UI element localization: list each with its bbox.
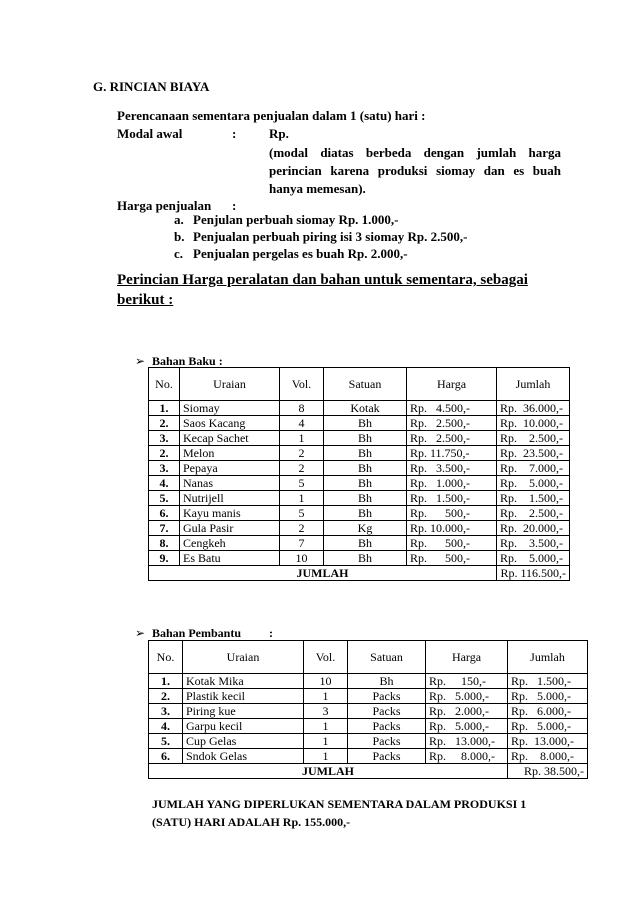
- cell-no: 7.: [149, 521, 180, 536]
- cell-uraian: Plastik kecil: [183, 689, 304, 704]
- cell-satuan: Packs: [348, 689, 426, 704]
- cell-uraian: Cengkeh: [180, 536, 280, 551]
- cell-satuan: Bh: [324, 446, 407, 461]
- price-item-b: Penjualan perbuah piring isi 3 siomay Rp. 2.500,-: [193, 229, 468, 244]
- baku-bullet-icon: ➢: [135, 354, 146, 368]
- cell-jumlah: Rp. 2.500,-: [497, 431, 570, 446]
- baku-header-row: [149, 368, 570, 401]
- price-letter-c: c.: [174, 246, 184, 261]
- pembantu-total-label: JUMLAH: [149, 764, 508, 779]
- cell-jumlah: Rp. 5.000,-: [508, 719, 588, 734]
- pembantu-header-no: No.: [149, 641, 183, 674]
- cell-harga: Rp. 500,-: [407, 506, 497, 521]
- table-row: [149, 476, 570, 491]
- cell-uraian: Melon: [180, 446, 280, 461]
- cell-uraian: Saos Kacang: [180, 416, 280, 431]
- cell-harga: Rp. 3.500,-: [407, 461, 497, 476]
- cell-harga: Rp. 500,-: [407, 551, 497, 566]
- cell-vol: 8: [280, 401, 324, 416]
- cell-uraian: Kecap Sachet: [180, 431, 280, 446]
- price-letter-b: b.: [174, 229, 185, 244]
- cell-no: 2.: [149, 689, 183, 704]
- cell-jumlah: Rp. 5.000,-: [497, 551, 570, 566]
- cell-no: 8.: [149, 536, 180, 551]
- cell-uraian: Siomay: [180, 401, 280, 416]
- table-row: [149, 446, 570, 461]
- table-row: [149, 521, 570, 536]
- cell-harga: Rp. 8.000,-: [426, 749, 508, 764]
- cell-vol: 1: [304, 719, 348, 734]
- cell-satuan: Bh: [324, 536, 407, 551]
- modal-label: Modal awal: [117, 126, 183, 141]
- cell-jumlah: Rp. 1.500,-: [497, 491, 570, 506]
- cell-harga: Rp. 2.500,-: [407, 416, 497, 431]
- pembantu-header-vol: Vol.: [304, 641, 348, 674]
- cell-vol: 5: [280, 476, 324, 491]
- table-row: [149, 689, 588, 704]
- cell-jumlah: Rp. 36.000,-: [497, 401, 570, 416]
- baku-title: Bahan Baku :: [152, 354, 223, 368]
- cell-harga: Rp. 2.000,-: [426, 704, 508, 719]
- table-row: [149, 536, 570, 551]
- plan-line: Perencanaan sementara penjualan dalam 1 (satu) hari :: [117, 108, 426, 123]
- cell-satuan: Bh: [324, 476, 407, 491]
- cell-no: 4.: [149, 476, 180, 491]
- cell-uraian: Garpu kecil: [183, 719, 304, 734]
- cell-jumlah: Rp. 1.500,-: [508, 674, 588, 689]
- cell-satuan: Packs: [348, 749, 426, 764]
- cell-harga: Rp. 5.000,-: [426, 689, 508, 704]
- cell-harga: Rp. 10.000,-: [407, 521, 497, 536]
- cell-harga: Rp. 500,-: [407, 536, 497, 551]
- section-heading: G. RINCIAN BIAYA: [93, 79, 210, 94]
- cell-satuan: Bh: [324, 491, 407, 506]
- table-row: [149, 674, 588, 689]
- table-row: [149, 551, 570, 566]
- baku-header-uraian: Uraian: [180, 368, 280, 401]
- cell-vol: 2: [280, 521, 324, 536]
- cell-vol: 3: [304, 704, 348, 719]
- baku-header-no: No.: [149, 368, 180, 401]
- cell-vol: 10: [280, 551, 324, 566]
- cell-uraian: Nanas: [180, 476, 280, 491]
- subheading-line1: Perincian Harga peralatan dan bahan untuk sementara, sebagai: [117, 272, 528, 288]
- cell-jumlah: Rp. 3.500,-: [497, 536, 570, 551]
- baku-header-vol: Vol.: [280, 368, 324, 401]
- pembantu-table: [148, 640, 588, 779]
- cell-satuan: Bh: [348, 674, 426, 689]
- price-letter-a: a.: [174, 212, 184, 227]
- cell-uraian: Kayu manis: [180, 506, 280, 521]
- modal-value: Rp.: [269, 126, 289, 141]
- cell-vol: 1: [280, 431, 324, 446]
- cell-jumlah: Rp. 8.000,-: [508, 749, 588, 764]
- cell-jumlah: Rp. 20.000,-: [497, 521, 570, 536]
- cell-jumlah: Rp. 5.000,-: [497, 476, 570, 491]
- price-label: Harga penjualan: [117, 198, 212, 213]
- cell-vol: 1: [304, 749, 348, 764]
- price-item-c: Penjualan pergelas es buah Rp. 2.000,-: [193, 246, 408, 261]
- cell-satuan: Bh: [324, 551, 407, 566]
- table-row: [149, 734, 588, 749]
- cell-uraian: Piring kue: [183, 704, 304, 719]
- cell-no: 6.: [149, 506, 180, 521]
- table-row: [149, 416, 570, 431]
- table-row: [149, 431, 570, 446]
- cell-satuan: Bh: [324, 431, 407, 446]
- cell-no: 1.: [149, 401, 180, 416]
- pembantu-header-jumlah: Jumlah: [508, 641, 588, 674]
- pembantu-total-value: Rp. 38.500,-: [508, 764, 588, 779]
- cell-uraian: Pepaya: [180, 461, 280, 476]
- baku-table: [148, 367, 570, 581]
- cell-uraian: Es Batu: [180, 551, 280, 566]
- table-row: [149, 749, 588, 764]
- table-row: [149, 506, 570, 521]
- baku-total-label: JUMLAH: [149, 566, 497, 581]
- cell-uraian: Nutrijell: [180, 491, 280, 506]
- cell-vol: 4: [280, 416, 324, 431]
- baku-header-satuan: Satuan: [324, 368, 407, 401]
- cell-satuan: Packs: [348, 704, 426, 719]
- cell-vol: 2: [280, 461, 324, 476]
- baku-total-row: [149, 566, 570, 581]
- table-row: [149, 401, 570, 416]
- cell-vol: 2: [280, 446, 324, 461]
- pembantu-bullet-icon: ➢: [135, 626, 146, 640]
- modal-colon: :: [232, 126, 237, 141]
- cell-vol: 7: [280, 536, 324, 551]
- cell-uraian: Kotak Mika: [183, 674, 304, 689]
- cell-harga: Rp. 13.000,-: [426, 734, 508, 749]
- cell-no: 3.: [149, 461, 180, 476]
- cell-uraian: Cup Gelas: [183, 734, 304, 749]
- pembantu-header-harga: Harga: [426, 641, 508, 674]
- cell-vol: 10: [304, 674, 348, 689]
- cell-harga: Rp. 1.000,-: [407, 476, 497, 491]
- cell-satuan: Packs: [348, 719, 426, 734]
- pembantu-header-uraian: Uraian: [183, 641, 304, 674]
- pembantu-title: Bahan Pembantu: [152, 626, 242, 640]
- table-row: [149, 461, 570, 476]
- summary-line1: JUMLAH YANG DIPERLUKAN SEMENTARA DALAM PRODUKSI 1: [152, 797, 527, 811]
- cell-satuan: Bh: [324, 416, 407, 431]
- cell-harga: Rp. 2.500,-: [407, 431, 497, 446]
- cell-vol: 1: [304, 734, 348, 749]
- table-row: [149, 491, 570, 506]
- cell-no: 2.: [149, 416, 180, 431]
- cell-no: 1.: [149, 674, 183, 689]
- summary-line2: (SATU) HARI ADALAH Rp. 155.000,-: [152, 815, 351, 829]
- cell-satuan: Packs: [348, 734, 426, 749]
- cell-vol: 5: [280, 506, 324, 521]
- cell-no: 3.: [149, 704, 183, 719]
- baku-header-jumlah: Jumlah: [497, 368, 570, 401]
- cell-satuan: Kg: [324, 521, 407, 536]
- baku-header-harga: Harga: [407, 368, 497, 401]
- cell-jumlah: Rp. 10.000,-: [497, 416, 570, 431]
- baku-total-value: Rp. 116.500,-: [497, 566, 570, 581]
- cell-no: 5.: [149, 491, 180, 506]
- cell-no: 5.: [149, 734, 183, 749]
- cell-harga: Rp. 1.500,-: [407, 491, 497, 506]
- cell-uraian: Gula Pasir: [180, 521, 280, 536]
- cell-no: 4.: [149, 719, 183, 734]
- pembantu-colon: :: [269, 626, 273, 640]
- modal-note: (modal diatas berbeda dengan jumlah harga perincian karena produksi siomay dan es buah hanya memesan).: [269, 145, 561, 196]
- price-item-a: Penjulan perbuah siomay Rp. 1.000,-: [193, 212, 399, 227]
- cell-satuan: Bh: [324, 461, 407, 476]
- cell-uraian: Sndok Gelas: [183, 749, 304, 764]
- cell-satuan: Kotak: [324, 401, 407, 416]
- cell-harga: Rp. 4.500,-: [407, 401, 497, 416]
- cell-jumlah: Rp. 6.000,-: [508, 704, 588, 719]
- cell-vol: 1: [280, 491, 324, 506]
- cell-jumlah: Rp. 5.000,-: [508, 689, 588, 704]
- cell-no: 2.: [149, 446, 180, 461]
- price-colon: :: [232, 198, 237, 213]
- cell-jumlah: Rp. 23.500,-: [497, 446, 570, 461]
- pembantu-total-row: [149, 764, 588, 779]
- table-row: [149, 719, 588, 734]
- cell-no: 6.: [149, 749, 183, 764]
- pembantu-header-satuan: Satuan: [348, 641, 426, 674]
- table-row: [149, 704, 588, 719]
- subheading-line2: berikut :: [117, 292, 174, 308]
- cell-no: 3.: [149, 431, 180, 446]
- pembantu-header-row: [149, 641, 588, 674]
- cell-harga: Rp. 11.750,-: [407, 446, 497, 461]
- cell-no: 9.: [149, 551, 180, 566]
- cell-satuan: Bh: [324, 506, 407, 521]
- cell-vol: 1: [304, 689, 348, 704]
- cell-harga: Rp. 150,-: [426, 674, 508, 689]
- cell-jumlah: Rp. 2.500,-: [497, 506, 570, 521]
- cell-jumlah: Rp. 7.000,-: [497, 461, 570, 476]
- cell-harga: Rp. 5.000,-: [426, 719, 508, 734]
- cell-jumlah: Rp. 13.000,-: [508, 734, 588, 749]
